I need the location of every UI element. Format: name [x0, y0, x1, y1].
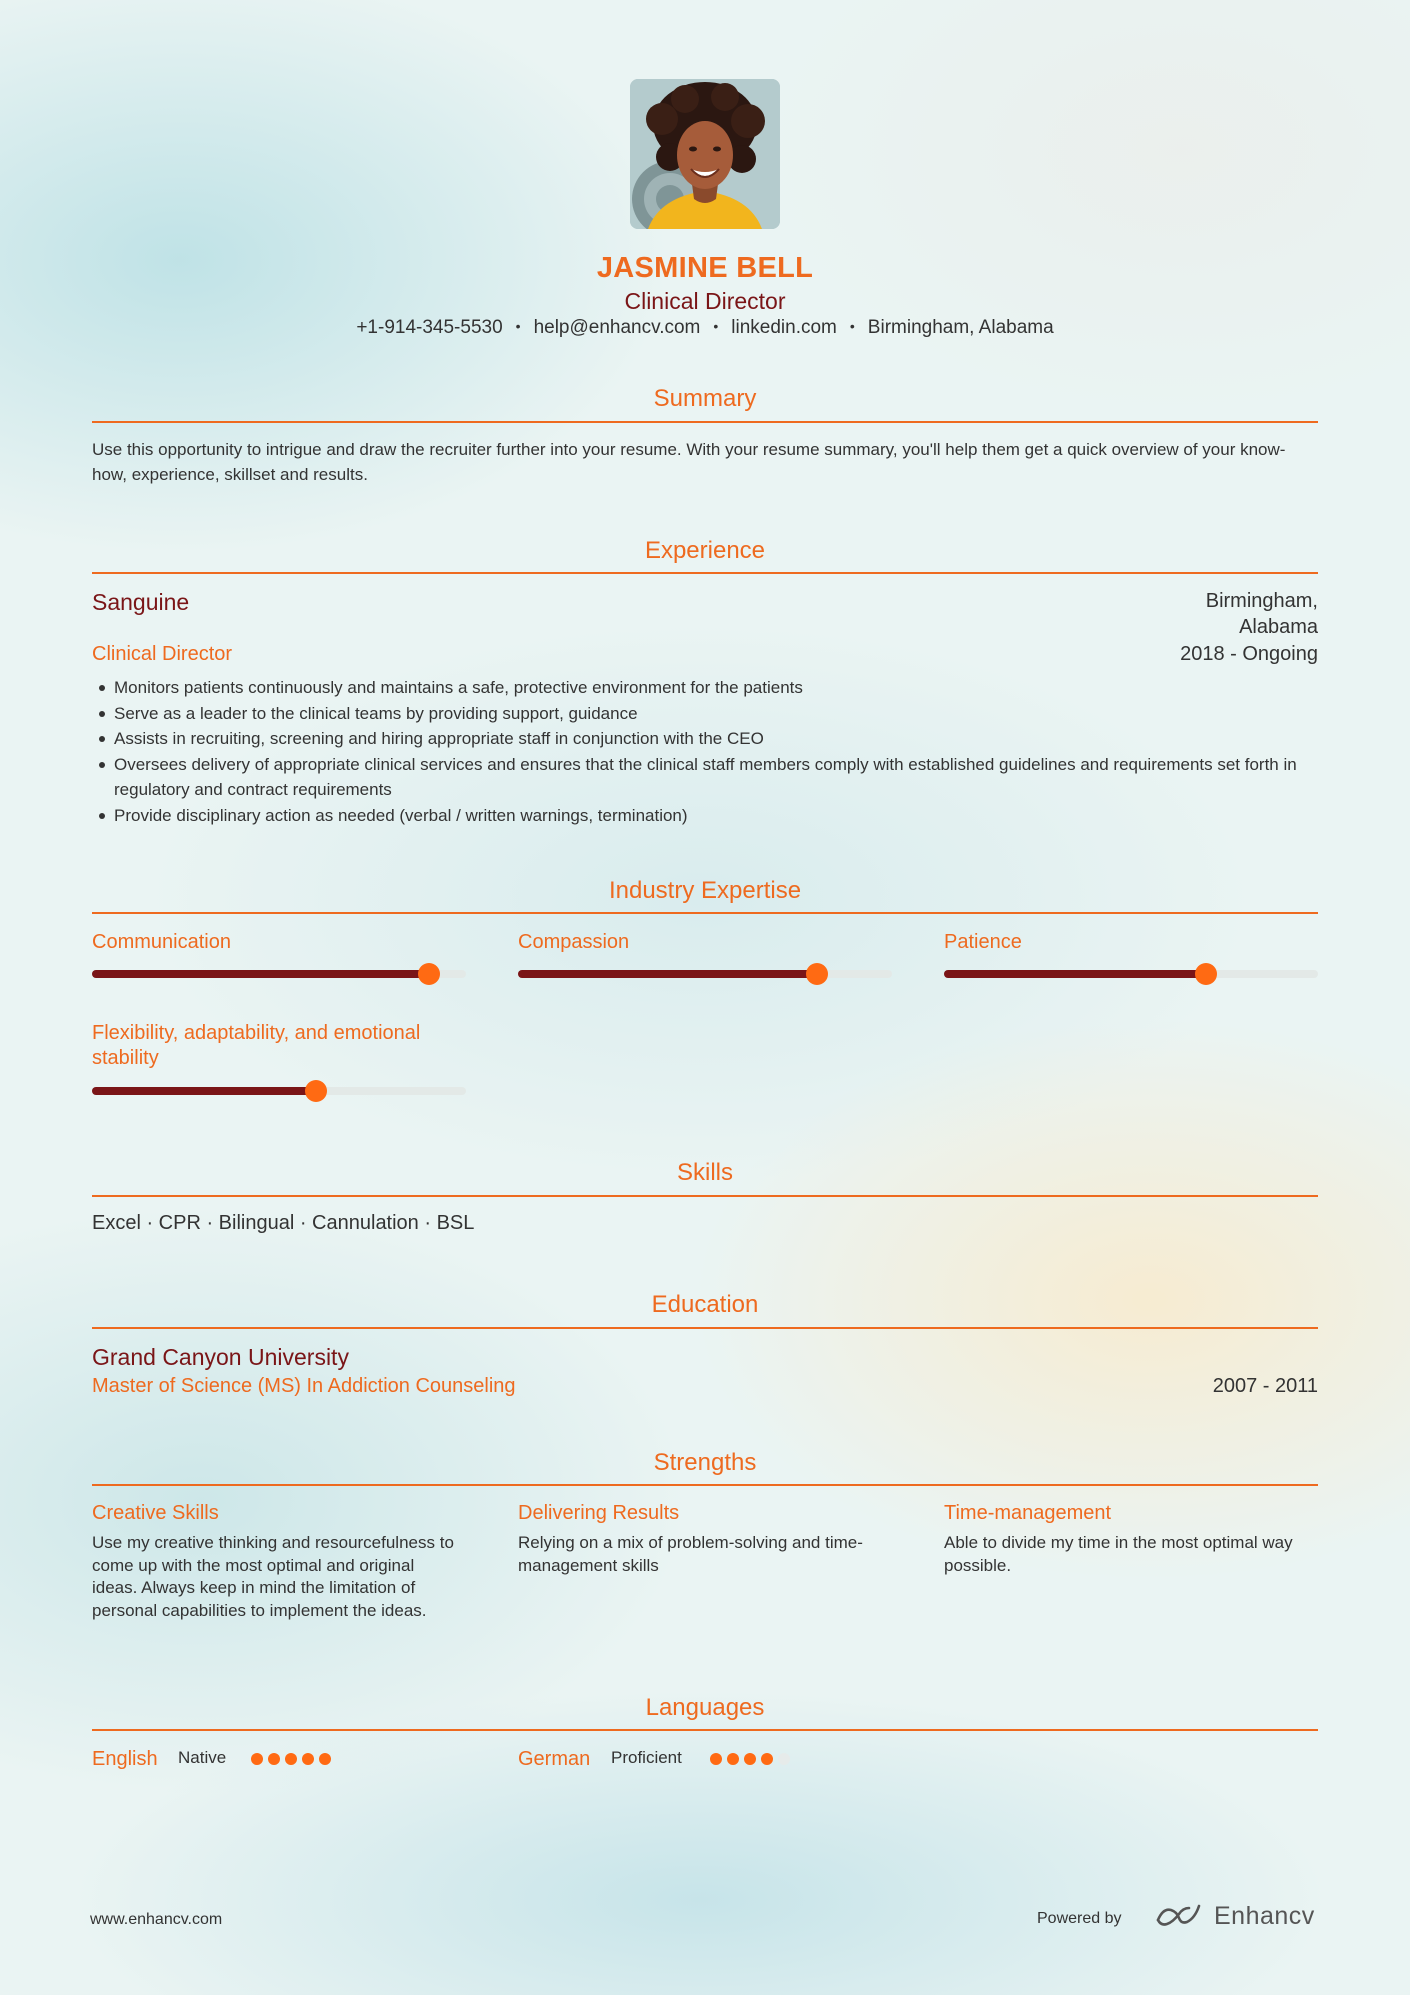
school-name: Grand Canyon University	[92, 1344, 349, 1370]
expertise-bar	[92, 970, 466, 978]
education-dates: 2007 - 2011	[1212, 1375, 1318, 1397]
job-location	[1118, 588, 1318, 640]
candidate-name: JASMINE BELL	[596, 252, 814, 284]
language-level: Proficient	[611, 1748, 682, 1767]
expertise-bar-fill	[92, 970, 429, 978]
section-divider	[92, 912, 1318, 914]
profile-photo	[630, 79, 780, 229]
rating-dot-filled	[285, 1753, 297, 1765]
expertise-label: Communication	[92, 931, 231, 953]
list-item: Provide disciplinary action as needed (verbal / written warnings, termination)	[92, 803, 1318, 829]
location: Birmingham, Alabama	[867, 317, 1054, 338]
strength-description: Use my creative thinking and resourcefulness to come up with the most optimal and original ideas. Always keep in mind the limitation of personal capabilities to implement the ideas.	[92, 1533, 454, 1620]
expertise-label: Flexibility, adaptability, and emotional stability	[92, 1022, 421, 1069]
rating-dot-empty	[778, 1753, 790, 1765]
summary-text: Use this opportunity to intrigue and draw the recruiter further into your resume. With your resume summary, you'll help them get a quick overview of your know-how, experience, skillset and results.	[92, 440, 1286, 484]
powered-by-label: Powered by	[1037, 1910, 1122, 1927]
section-title-education: Education	[651, 1291, 759, 1318]
candidate-title: Clinical Director	[624, 288, 786, 314]
rating-dot-filled	[744, 1753, 756, 1765]
rating-dot-filled	[727, 1753, 739, 1765]
expertise-bar	[92, 1087, 466, 1095]
expertise-bar-fill	[518, 970, 817, 978]
email[interactable]: help@enhancv.com	[533, 317, 701, 338]
brand-name: Enhancv	[1214, 1902, 1315, 1930]
section-divider	[92, 1195, 1318, 1197]
language-level: Native	[178, 1748, 227, 1767]
section-divider	[92, 572, 1318, 574]
expertise-bar	[944, 970, 1318, 978]
degree: Master of Science (MS) In Addiction Counseling	[92, 1375, 516, 1397]
section-title-strengths: Strengths	[653, 1449, 757, 1476]
rating-dot-filled	[710, 1753, 722, 1765]
expertise-bar	[518, 970, 892, 978]
expertise-bar-knob	[418, 963, 440, 985]
strength-title: Delivering Results	[518, 1502, 680, 1524]
language-name: English	[92, 1748, 158, 1770]
language-name: German	[518, 1748, 591, 1770]
job-location-line: Alabama	[1239, 616, 1318, 638]
company-name: Sanguine	[92, 589, 190, 615]
separator-dot: •	[713, 318, 719, 334]
expertise-bar-fill	[944, 970, 1206, 978]
section-title-experience: Experience	[644, 537, 766, 564]
list-item: Serve as a leader to the clinical teams by providing support, guidance	[92, 701, 1318, 727]
separator-dot: •	[849, 318, 855, 334]
expertise-bar-knob	[806, 963, 828, 985]
expertise-bar-knob	[1195, 963, 1217, 985]
job-dates: 2018 - Ongoing	[1180, 643, 1318, 665]
rating-dot-filled	[251, 1753, 263, 1765]
phone[interactable]: +1-914-345-5530	[356, 317, 503, 338]
section-title-summary: Summary	[653, 385, 757, 412]
expertise-bar-knob	[305, 1080, 327, 1102]
expertise-label: Patience	[944, 931, 1022, 953]
enhancv-logo-icon	[1155, 1902, 1203, 1933]
section-divider	[92, 1484, 1318, 1486]
section-title-expertise: Industry Expertise	[608, 877, 802, 904]
language-rating	[710, 1752, 795, 1770]
section-title-languages: Languages	[645, 1694, 765, 1721]
separator-dot: •	[515, 318, 521, 334]
list-item: Assists in recruiting, screening and hiring appropriate staff in conjunction with the CEO	[92, 726, 1318, 752]
section-divider	[92, 1327, 1318, 1329]
expertise-label: Compassion	[518, 931, 630, 953]
skills-list: Excel · CPR · Bilingual · Cannulation · BSL	[92, 1212, 475, 1234]
job-bullets	[92, 675, 1318, 828]
strength-description: Relying on a mix of problem-solving and time-management skills	[518, 1533, 863, 1575]
linkedin[interactable]: linkedin.com	[731, 317, 837, 338]
rating-dot-filled	[319, 1753, 331, 1765]
strength-title: Creative Skills	[92, 1502, 219, 1524]
language-rating	[251, 1752, 336, 1770]
job-role: Clinical Director	[92, 643, 233, 665]
list-item: Oversees delivery of appropriate clinical services and ensures that the clinical staff members comply with established guidelines and requirements set forth in regulatory and contract requirements	[92, 752, 1318, 803]
contact-line	[0, 317, 1410, 339]
job-location-line: Birmingham,	[1205, 590, 1318, 612]
section-divider	[92, 421, 1318, 423]
expertise-bar-fill	[92, 1087, 316, 1095]
strength-description: Able to divide my time in the most optimal way possible.	[944, 1533, 1293, 1575]
section-title-skills: Skills	[676, 1159, 733, 1186]
strength-title: Time-management	[944, 1502, 1112, 1524]
rating-dot-filled	[268, 1753, 280, 1765]
footer-url[interactable]: www.enhancv.com	[90, 1911, 223, 1928]
section-divider	[92, 1729, 1318, 1731]
rating-dot-filled	[761, 1753, 773, 1765]
list-item: Monitors patients continuously and maintains a safe, protective environment for the patients	[92, 675, 1318, 701]
rating-dot-filled	[302, 1753, 314, 1765]
